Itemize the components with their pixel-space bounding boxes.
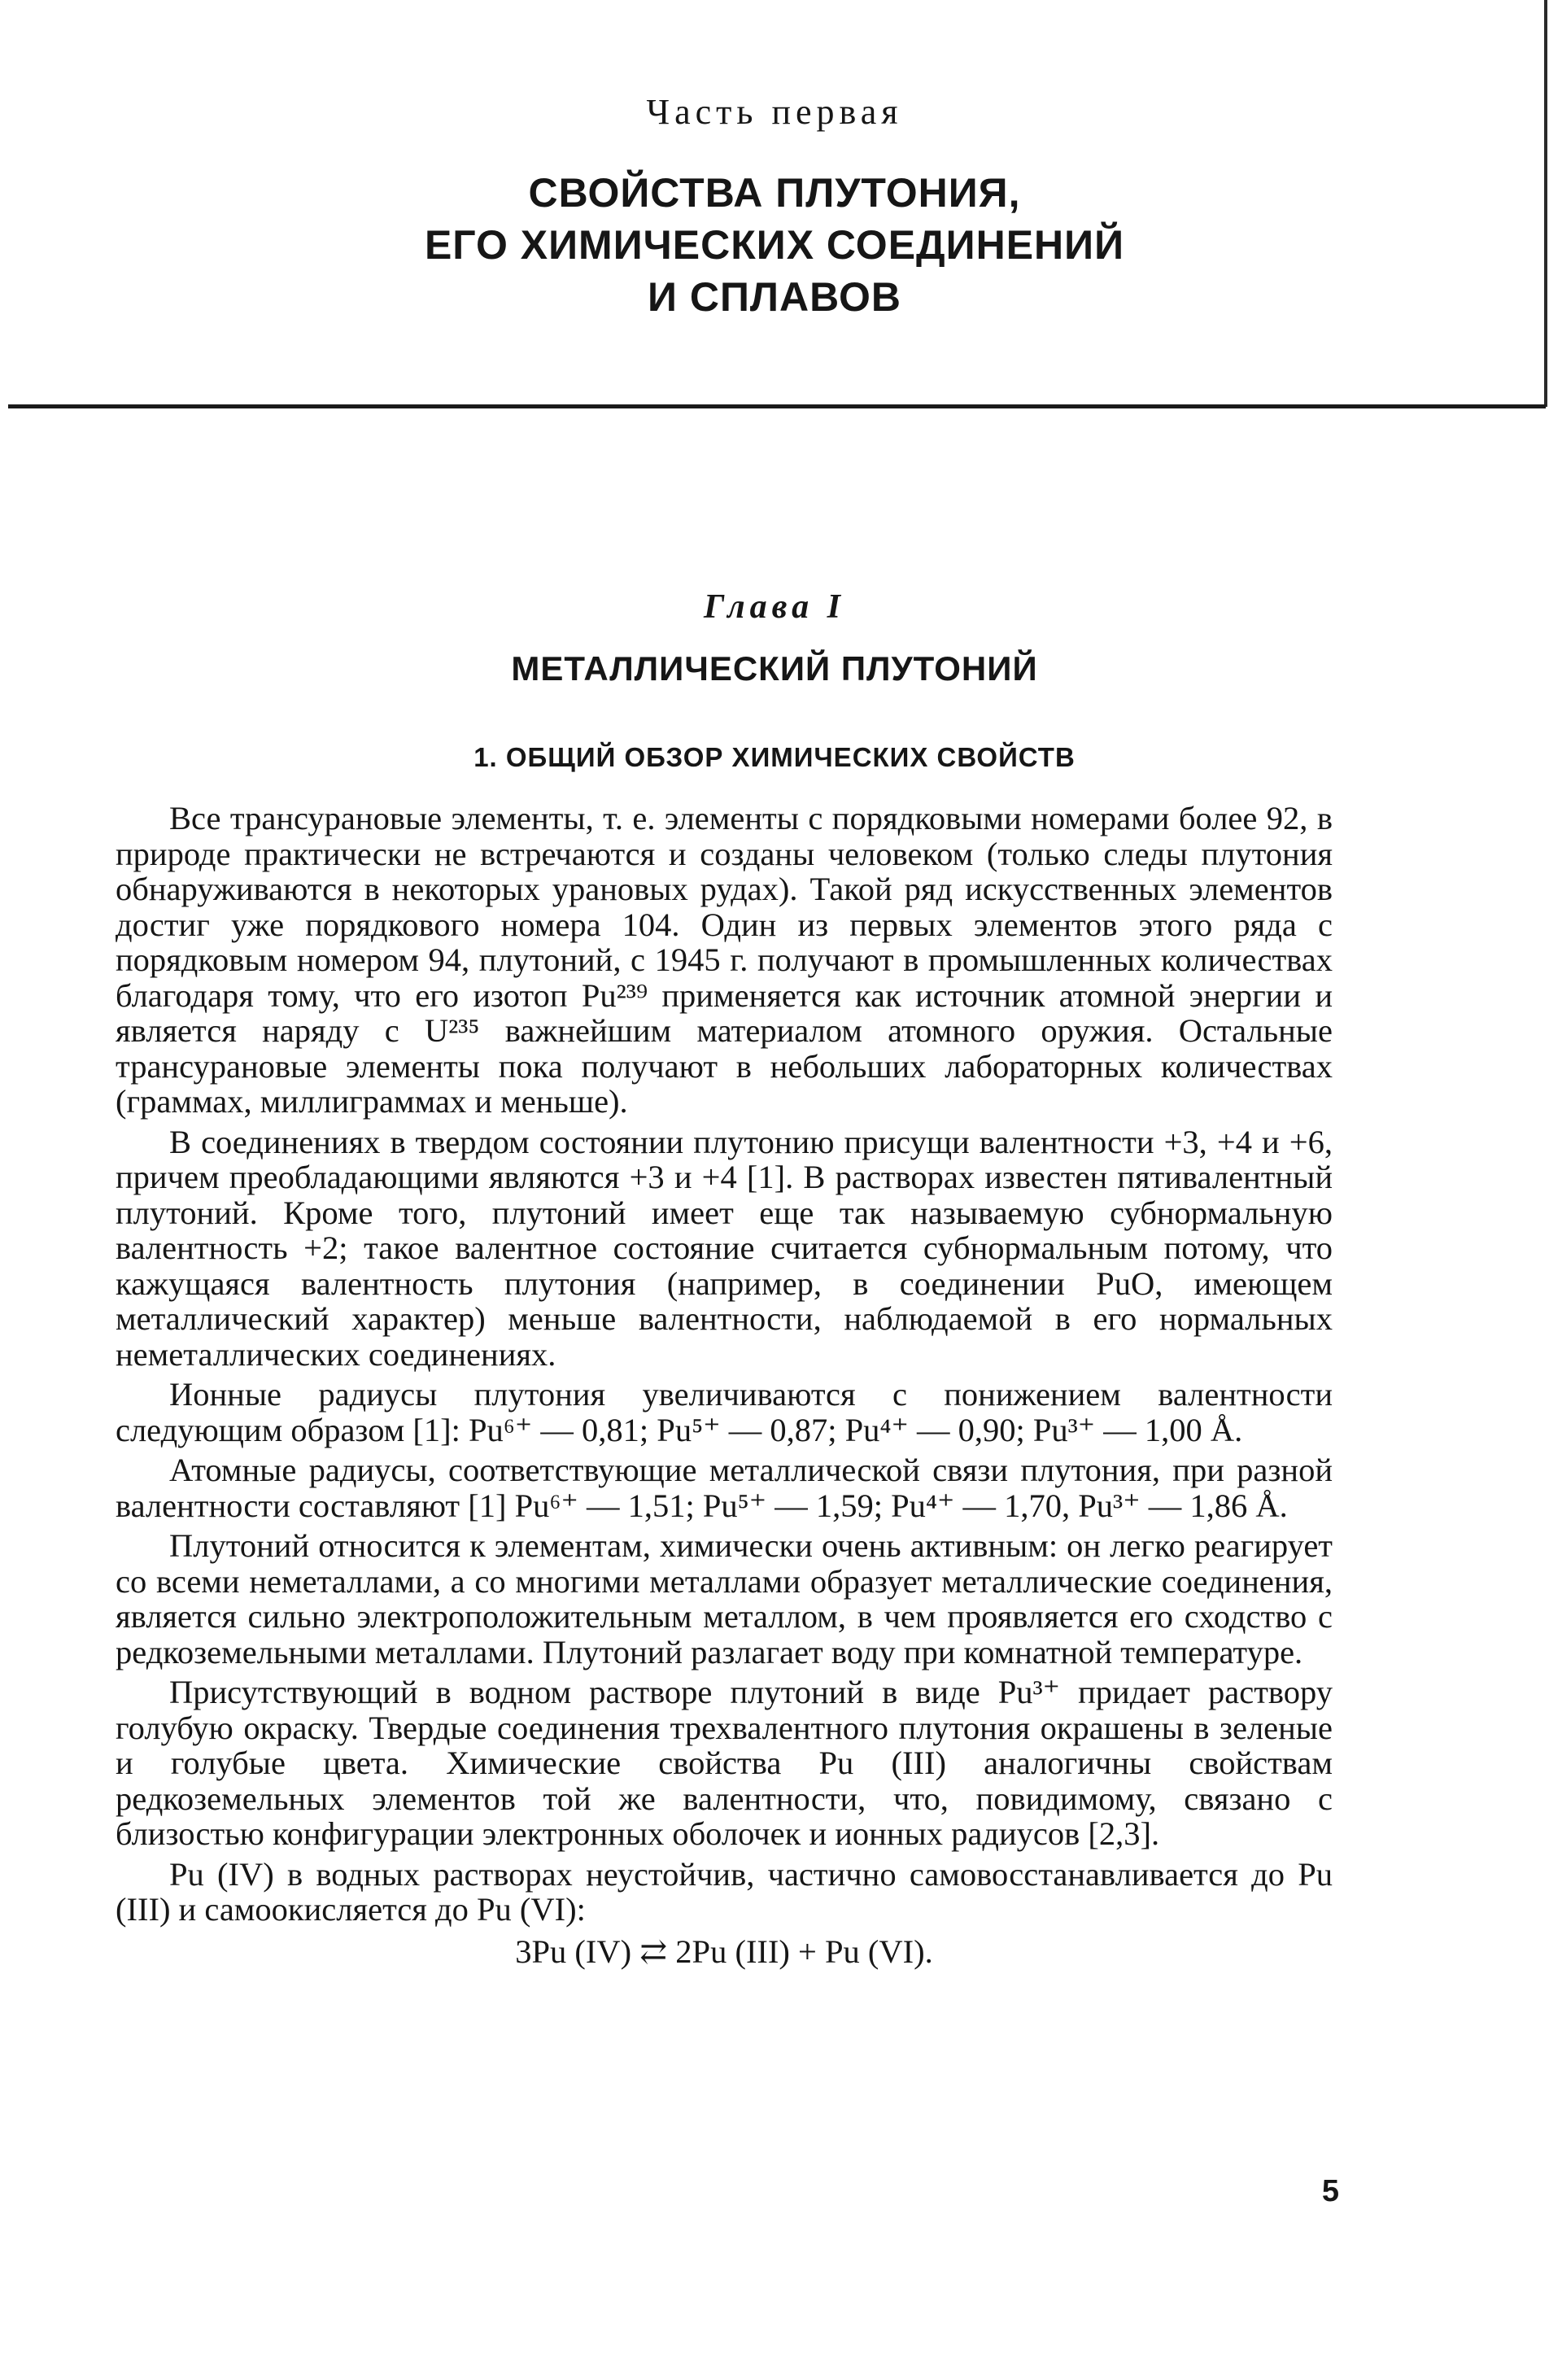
paragraph: Pu (IV) в водных растворах неустойчив, частично самовосстанавливается до Pu (III) и самоокисляется до Pu (VI):	[116, 1855, 1333, 1928]
part-title	[0, 167, 1549, 323]
part-title-line: СВОЙСТВА ПЛУТОНИЯ,	[528, 170, 1021, 216]
chapter-title: МЕТАЛЛИЧЕСКИЙ ПЛУТОНИЙ	[511, 649, 1038, 688]
page-number: 5	[1321, 2174, 1339, 2208]
chapter-label: Глава I	[703, 588, 845, 626]
part-title-line: И СПЛАВОВ	[648, 274, 901, 320]
section-title: 1. ОБЩИЙ ОБЗОР ХИМИЧЕСКИХ СВОЙСТВ	[473, 742, 1076, 772]
paragraph: В соединениях в твердом состоянии плутонию присущи валентности +3, +4 и +6, причем преобладающими являются +3 и +4 [1]. В растворах известен пятивалентный плутоний. Кроме того, плутоний имеет еще так называемую субнормальную валентность +2; такое валентное состояние считается субнормальным потому, что кажущаяся валентность плутония (например, в соединении PuO, имеющем металлический характер) меньше валентности, наблюдаемой в его нормальных неметаллических соединениях.	[116, 1123, 1333, 1373]
horizontal-rule	[8, 404, 1546, 408]
body-text	[116, 801, 1333, 1969]
part-title-line: ЕГО ХИМИЧЕСКИХ СОЕДИНЕНИЙ	[424, 222, 1125, 268]
paragraph: Все трансурановые элементы, т. е. элементы с порядковыми номерами более 92, в природе практически не встречаются и созданы человеком (только следы плутония обнаруживаются в некоторых урановых рудах). Такой ряд искусственных элементов достиг уже порядкового номера 104. Один из первых элементов этого ряда с порядковым номером 94, плутоний, с 1945 г. получают в промышленных количествах благодаря тому, что его изотоп Pu²³⁹ применяется как источник атомной энергии и является наряду с U²³⁵ важнейшим материалом атомного оружия. Остальные трансурановые элементы пока получают в небольших лабораторных количествах (граммах, миллиграммах и меньше).	[116, 800, 1333, 1120]
paragraph: Ионные радиусы плутония увеличиваются с понижением валентности следующим образом [1]: Pu⁶⁺ — 0,81; Pu⁵⁺ — 0,87; Pu⁴⁺ — 0,90; Pu³⁺ — 1,00 Å.	[116, 1376, 1333, 1448]
paragraph: Плутоний относится к элементам, химически очень активным: он легко реагирует со всеми неметаллами, а со многими металлами образует металлические соединения, является сильно электроположительным металлом, в чем проявляется его сходство с редкоземельными металлами. Плутоний разлагает воду при комнатной температуре.	[116, 1527, 1333, 1670]
paragraph: Присутствующий в водном растворе плутоний в виде Pu³⁺ придает раствору голубую окраску. Твердые соединения трехвалентного плутония окрашены в зеленые и голубые цвета. Химические свойства Pu (III) аналогичны свойствам редкоземельных элементов той же валентности, что, повидимому, связано с близостью конфигурации электронных оболочек и ионных радиусов [2,3].	[116, 1674, 1333, 1852]
paragraph: Атомные радиусы, соответствующие металлической связи плутония, при разной валентности составляют [1] Pu⁶⁺ — 1,51; Pu⁵⁺ — 1,59; Pu⁴⁺ — 1,70, Pu³⁺ — 1,86 Å.	[116, 1452, 1333, 1524]
chemical-equation: 3Pu (IV) ⇄ 2Pu (III) + Pu (VI).	[515, 1932, 933, 1970]
part-label: Часть первая	[646, 92, 903, 132]
